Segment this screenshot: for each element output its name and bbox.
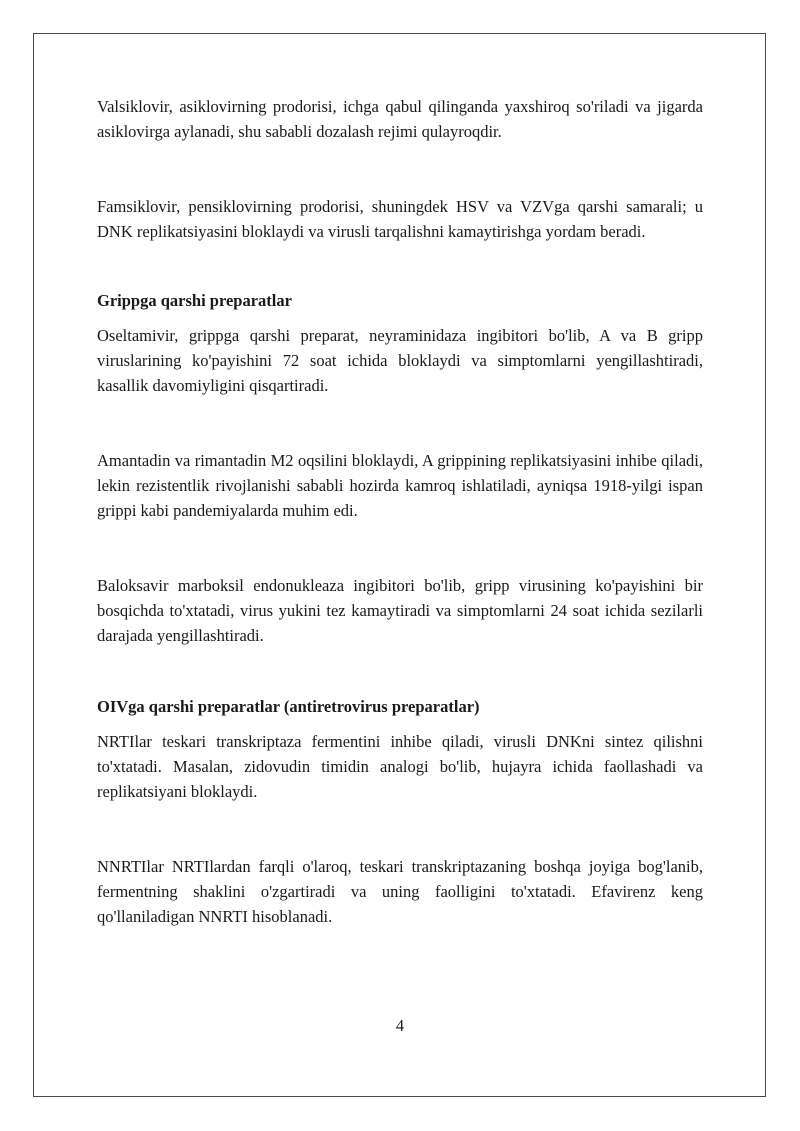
page-content: [97, 94, 703, 929]
paragraph-nrti: NRTIlar teskari transkriptaza fermentini inhibe qiladi, virusli DNKni sintez qilishni to'xtatadi. Masalan, zidovudin timidin analogi bo'lib, hujayra ichida faollashadi va replikatsiyani bloklaydi.: [97, 732, 703, 801]
paragraph-nnrti: NNRTIlar NRTIlardan farqli o'laroq, teskari transkriptazaning boshqa joyiga bog'lanib, fermentning shaklini o'zgartiradi va uning faolligini to'xtatadi. Efavirenz keng qo'llaniladigan NNRTI hisoblanadi.: [97, 857, 703, 926]
paragraph-oseltamivir: Oseltamivir, grippga qarshi preparat, neyraminidaza ingibitori bo'lib, A va B gripp viruslarining ko'payishini 72 soat ichida bloklaydi va simptomlarni yengillashtiradi, kasallik davomiyligini qisqartiradi.: [97, 326, 703, 395]
section-heading-hiv: OIVga qarshi preparatlar (antiretrovirus preparatlar): [97, 697, 480, 716]
paragraph-baloksavir: Baloksavir marboksil endonukleaza ingibitori bo'lib, gripp virusining ko'payishini bir bosqichda to'xtatadi, virus yukini tez kamaytiradi va simptomlarni 24 soat ichida sezilarli darajada yengillashtiradi.: [97, 576, 703, 645]
paragraph-amantadin: Amantadin va rimantadin M2 oqsilini bloklaydi, A grippining replikatsiyasini inhibe qiladi, lekin rezistentlik rivojlanishi sababli hozirda kamroq ishlatiladi, ayniqsa 1918-yilgi ispan grippi kabi pandemiyalarda muhim edi.: [97, 451, 703, 520]
paragraph-valsiklovir: Valsiklovir, asiklovirning prodorisi, ichga qabul qilinganda yaxshiroq so'riladi va jigarda asiklovirga aylanadi, shu sababli dozalash rejimi qulayroqdir.: [97, 97, 703, 141]
page-number: 4: [395, 1016, 405, 1035]
paragraph-famsiklovir: Famsiklovir, pensiklovirning prodorisi, shuningdek HSV va VZVga qarshi samarali; u DNK replikatsiyasini bloklaydi va virusli tarqalishni kamaytirishga yordam beradi.: [97, 197, 703, 241]
section-heading-influenza: Grippga qarshi preparatlar: [97, 291, 292, 310]
